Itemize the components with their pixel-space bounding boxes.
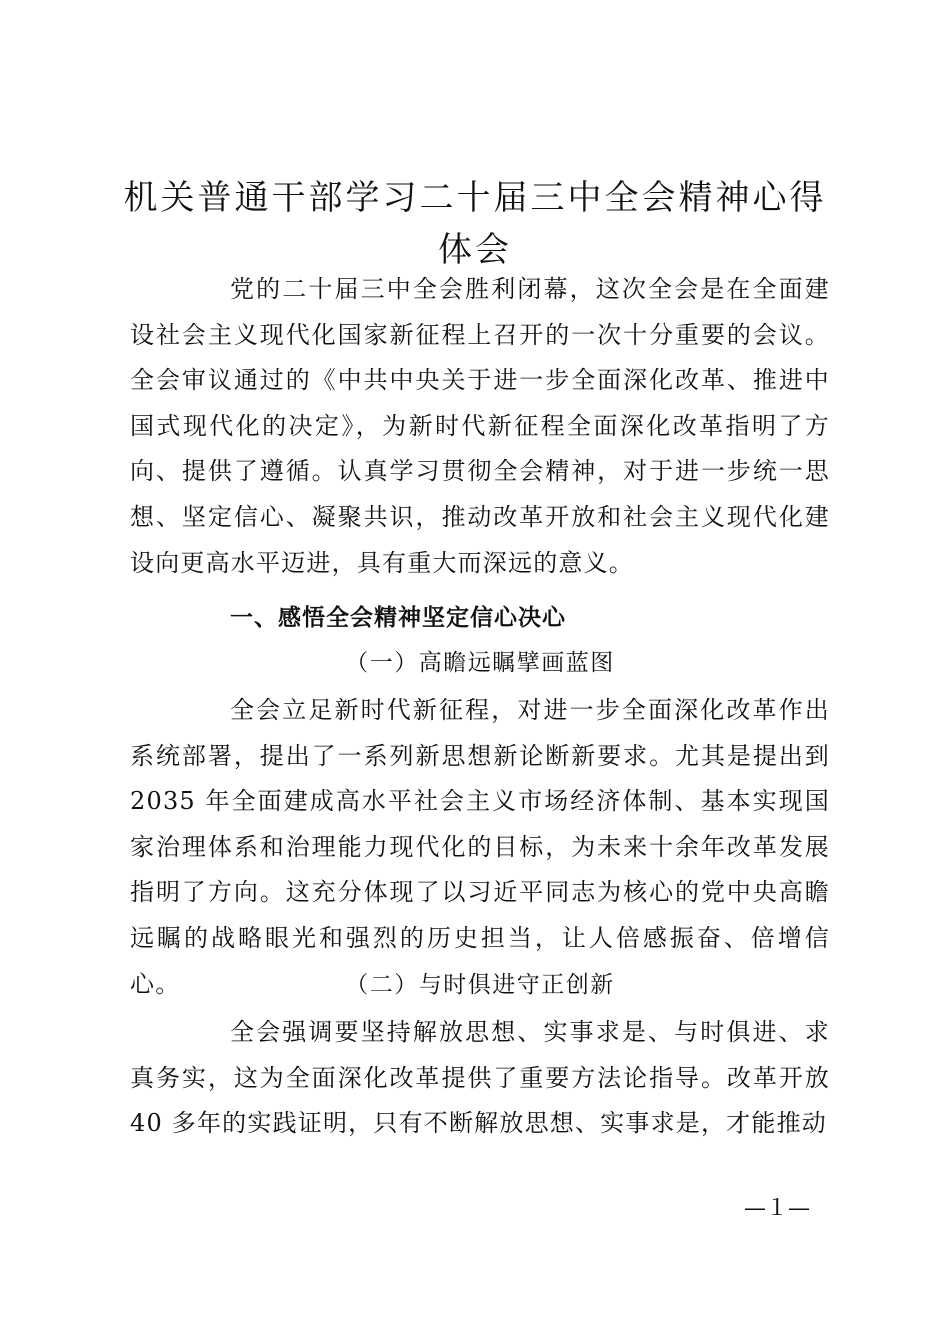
section-heading-1: 一、感悟全会精神坚定信心决心 [230, 605, 566, 631]
subsection-heading-2: （二）与时俱进守正创新 [345, 972, 615, 998]
page-number: —１— [743, 1196, 810, 1221]
subsection-paragraph-2: 全会强调要坚持解放思想、实事求是、与时俱进、求真务实，这为全面深化改革提供了重要方法论指导。改革开放40 多年的实践证明，只有不断解放思想、实事求是，才能推动 [130, 1018, 830, 1138]
subsection-paragraph-1: 全会立足新时代新征程，对进一步全面深化改革作出系统部署，提出了一系列新思想新论断新要求。尤其是提出到2035 年全面建成高水平社会主义市场经济体制、基本实现国家治理体系和治理能力现代化的目标，为未来十余年改革发展指明了方向。这充分体现了以习近平同志为核心的党中央高瞻远瞩的战略眼光和强烈的历史担当，让人倍感振奋、倍增信心。 [130, 696, 830, 998]
document-title: 机关普通干部学习二十届三中全会精神心得体会 [123, 178, 827, 270]
subsection-heading-1: （一）高瞻远瞩擘画蓝图 [345, 650, 615, 676]
intro-paragraph: 党的二十届三中全会胜利闭幕，这次全会是在全面建设社会主义现代化国家新征程上召开的一次十分重要的会议。全会审议通过的《中共中央关于进一步全面深化改革、推进中国式现代化的决定》，为新时代新征程全面深化改革指明了方向、提供了遵循。认真学习贯彻全会精神，对于进一步统一思想、坚定信心、凝聚共识，推动改革开放和社会主义现代化建设向更高水平迈进，具有重大而深远的意义。 [130, 275, 830, 577]
